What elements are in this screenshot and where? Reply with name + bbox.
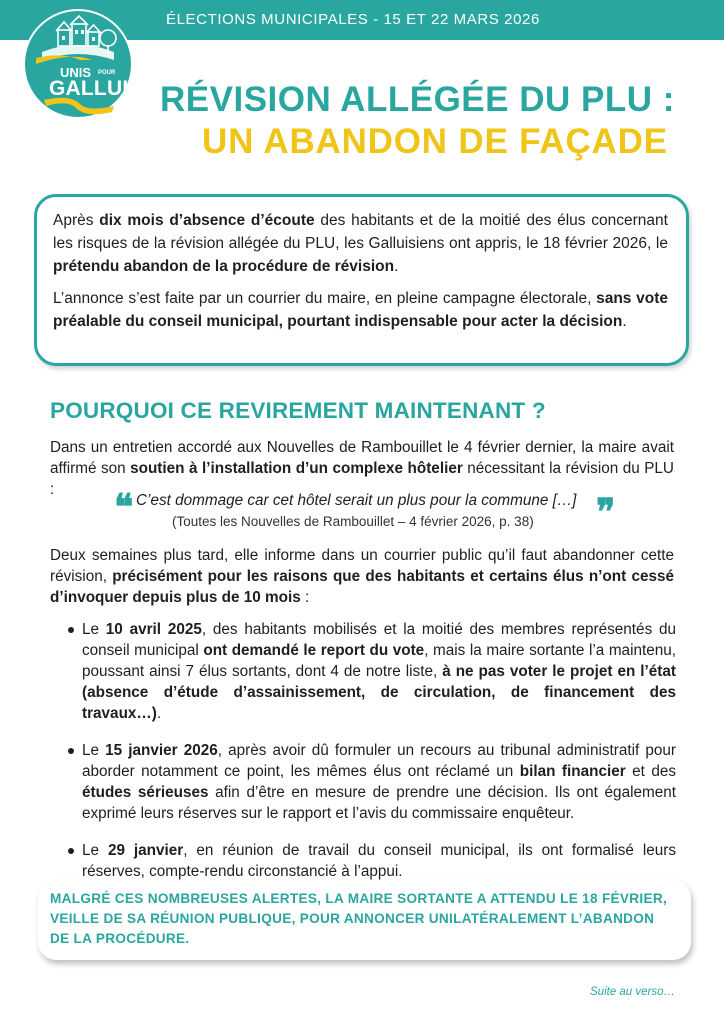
logo-text-galluis: GALLUIS [49,77,143,100]
bullet-item [66,840,676,882]
intro-paragraph-2 [53,287,668,333]
bold-text-run: études sérieuses [82,784,209,801]
text-run: Deux semaines plus tard, elle informe dans un courrier public qu’il faut abandonner cette révision, [50,547,674,585]
text-run: Après [53,212,100,229]
text-run: . [622,313,627,330]
continued-note: Suite au verso… [590,986,676,998]
text-run: afin d’être en mesure de prendre une décision. Ils ont également exprimé leurs réserves sur le rapport et l’avis du commissaire enquêteur. [82,784,676,822]
quote-text: C’est dommage car cet hôtel serait un plus pour la commune […] [136,492,577,509]
alert-box [38,880,691,960]
text-run: , des habitants mobilisés et la moitié des membres représentés du conseil municipal [82,621,677,659]
text-run: nécessitant la révision du PLU : [50,460,674,498]
quote-close-icon: ❞ [596,491,616,533]
bold-text-run: précisément pour les raisons que des habitants et certains élus n’ont cessé d’invoquer depuis plus de 10 mois [50,568,674,606]
bold-text-run: à ne pas voter le projet en l’état (absence d’étude d’assainissement, de circulation, de financement des travaux…) [82,663,676,722]
bold-text-run: dix mois d’absence d’écoute [99,212,315,229]
bold-text-run: 29 janvier [107,842,184,859]
logo-text-unis: UNIS [60,65,92,80]
text-run: Le [82,742,106,759]
quote-source: (Toutes les Nouvelles de Rambouillet – 4 février 2026, p. 38) [172,514,534,529]
title-line-1: RÉVISION ALLÉGÉE DU PLU : [160,80,675,119]
text-run: , mais la maire sortante l’a maintenu, poussant ainsi 7 élus sortants, dont 4 de notre liste, [82,642,676,680]
bold-text-run: prétendu abandon de la procédure de révision [53,258,395,275]
text-run: des habitants et de la moitié des élus concernant les risques de la révision allégée du PLU, les Galluisiens ont appris, le 18 février 2026, le [53,212,668,252]
text-run: Dans un entretien accordé aux Nouvelles de Rambouillet le 4 février dernier, la maire avait affirmé son [50,439,674,477]
section-title: POURQUOI CE REVIREMENT MAINTENANT ? [50,398,546,423]
title-line-2: UN ABANDON DE FAÇADE [202,122,668,161]
intro-paragraph-1 [53,209,668,278]
bullet-item [66,740,676,824]
bold-text-run: 10 avril 2025 [105,621,202,638]
bullet-list [66,619,676,898]
bold-text-run: soutien à l’installation d’un complexe hôtelier [130,460,463,477]
text-run: . [394,258,399,275]
section-paragraph-2 [50,545,674,608]
text-run: . [156,705,162,722]
text-run: et des [625,763,677,780]
text-run: Le [82,842,108,859]
text-run: , après avoir dû formuler un recours au tribunal administratif pour aborder notamment ce point, les mêmes élus ont réclamé un [82,742,676,780]
logo-emblem-icon [22,8,134,120]
bold-text-run: sans vote préalable du conseil municipal, pourtant indispensable pour acter la décision [53,290,668,330]
text-run: : [300,589,310,606]
bold-text-run: 15 janvier 2026 [105,742,218,759]
quote-open-icon: ❝ [114,486,134,528]
logo-text-pour: POUR [98,70,116,76]
text-run: L’annonce s’est faite par un courrier du maire, en pleine campagne électorale, [53,290,597,307]
alert-text: MALGRÉ CES NOMBREUSES ALERTES, LA MAIRE SORTANTE A ATTENDU LE 18 FÉVRIER, VEILLE DE SA RÉUNION PUBLIQUE, POUR ANNONCER UNILATÉRALEMENT L’ABANDON DE LA PROCÉDURE. [50,891,668,946]
quote-block [114,486,616,533]
bold-text-run: ont demandé le report du vote [203,642,425,659]
text-run: , en réunion de travail du conseil municipal, ils ont formalisé leurs réserves, compte-rendu circonstancié à l’appui. [82,842,676,880]
election-date-banner: ÉLECTIONS MUNICIPALES - 15 ET 22 MARS 2026 [166,11,540,28]
bullet-item [66,619,676,724]
bold-text-run: bilan financier [519,763,626,780]
logo [22,8,143,120]
intro-box [34,194,689,366]
text-run: Le [82,621,106,638]
